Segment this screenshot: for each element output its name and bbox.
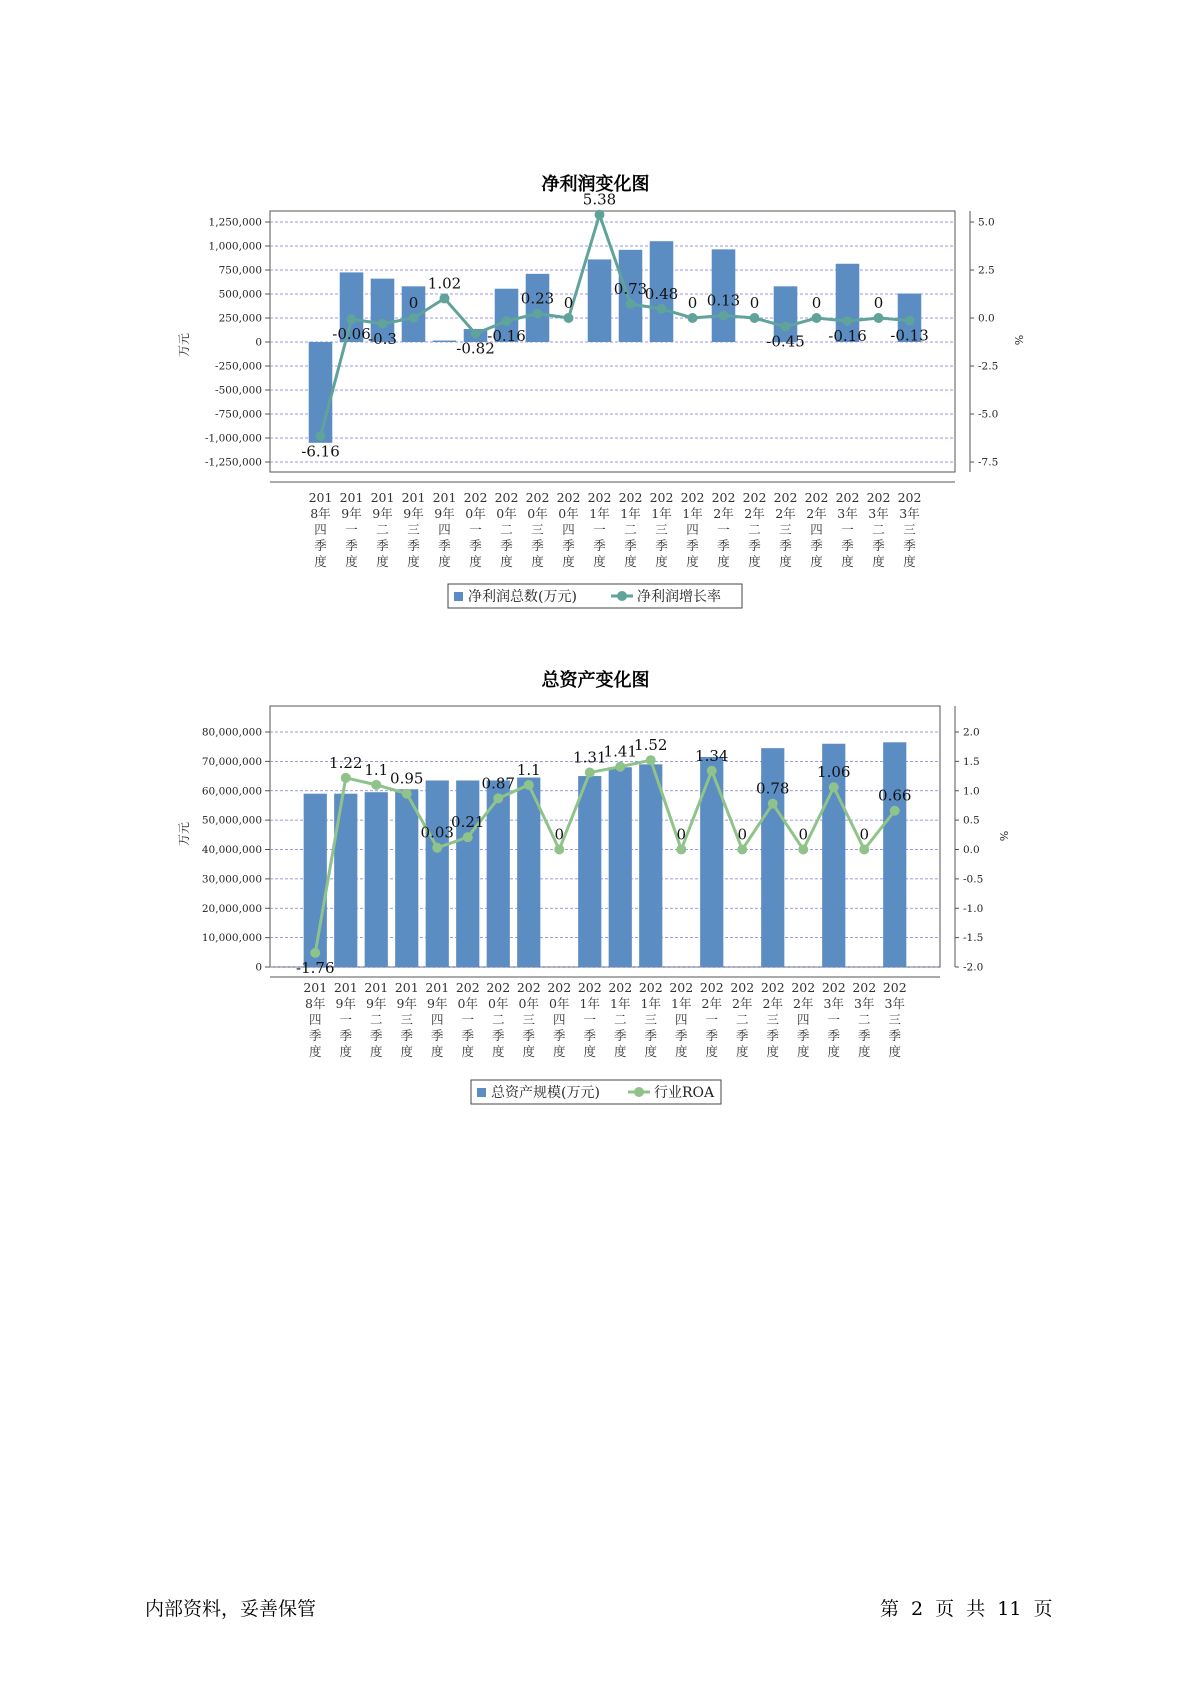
data-label: 0.13 [706, 291, 741, 310]
y-left-tick-label: 250,000 [218, 312, 262, 325]
series-point [502, 316, 512, 326]
y-right-tick-label: -1.0 [963, 902, 984, 915]
chart1-title: 净利润变化图 [541, 174, 650, 195]
x-tick-label: 202 3年一季度 [835, 490, 860, 569]
footer-page-number: 第 2 页 共 11 页 [880, 1598, 1053, 1620]
data-label: -6.16 [301, 442, 340, 461]
data-label: 1.22 [329, 753, 363, 772]
series-point [737, 845, 747, 855]
y-left-tick-label: 50,000,000 [201, 814, 262, 827]
data-label: 0.95 [390, 769, 424, 788]
data-label: 0 [554, 825, 565, 844]
bar [426, 780, 449, 967]
y-right-tick-label: 1.0 [963, 785, 980, 798]
series-point [347, 314, 357, 324]
data-label: 0 [676, 825, 687, 844]
x-tick-label: 202 1年一季度 [577, 980, 602, 1059]
x-tick-label: 201 9年二季度 [370, 490, 395, 569]
x-tick-label: 202 2年二季度 [730, 980, 755, 1059]
bar [639, 764, 662, 967]
data-label: -0.06 [332, 325, 371, 344]
y-right-tick-label: -2.5 [978, 360, 999, 373]
data-label: 0 [408, 294, 419, 312]
y-right-tick-label: -1.5 [963, 932, 984, 945]
bar [517, 778, 540, 967]
data-label: 0.87 [481, 774, 515, 793]
y-right-tick-label: 0.0 [978, 312, 995, 325]
legend-label: 净利润增长率 [637, 589, 721, 605]
legend-label: 总资产规模(万元) [491, 1085, 600, 1101]
x-tick-label: 201 8年四季度 [303, 980, 328, 1059]
x-tick-label: 201 9年三季度 [401, 490, 426, 569]
x-tick-label: 202 2年一季度 [699, 980, 724, 1059]
series-point [646, 755, 656, 765]
series-point [719, 311, 729, 321]
y-left-tick-label: 20,000,000 [201, 902, 262, 915]
x-tick-label: 201 9年四季度 [425, 980, 450, 1059]
data-label: 0.03 [420, 823, 454, 842]
series-point [463, 832, 473, 842]
series-point [676, 845, 686, 855]
y-left-tick-label: 40,000,000 [201, 844, 262, 856]
series-point [310, 948, 320, 958]
series-point [471, 329, 481, 339]
y-right-tick-label: 1.5 [963, 755, 980, 768]
data-label: 5.38 [582, 190, 617, 209]
series-point [750, 313, 760, 323]
series-point [564, 313, 574, 323]
data-label: -0.45 [766, 332, 805, 351]
series-point [409, 313, 419, 323]
series-point [798, 845, 808, 855]
series-point [402, 789, 412, 799]
x-tick-label: 202 1年三季度 [649, 490, 674, 569]
x-tick-label: 202 2年三季度 [760, 980, 785, 1059]
data-label: -0.3 [368, 329, 397, 348]
legend-label: 净利润总数(万元) [468, 589, 577, 605]
series-point [554, 845, 564, 855]
data-label: 0 [873, 294, 884, 312]
y-left-tick-label: -750,000 [215, 408, 262, 421]
bar [309, 342, 333, 443]
data-label: 0 [749, 294, 760, 312]
x-tick-label: 202 2年二季度 [742, 490, 767, 569]
y-left-tick-label: -1,250,000 [205, 456, 262, 469]
x-tick-label: 202 3年三季度 [882, 980, 907, 1059]
bar [609, 767, 632, 967]
footer-confidential: 内部资料，妥善保管 [145, 1598, 317, 1620]
bar [304, 794, 327, 967]
data-label: 1.06 [817, 763, 851, 782]
data-label: 0 [687, 294, 698, 312]
x-tick-label: 202 2年四季度 [791, 980, 816, 1059]
x-tick-label: 202 1年三季度 [638, 980, 663, 1059]
data-label: 0 [563, 294, 574, 312]
y-right-axis-label: % [1012, 334, 1025, 346]
x-tick-label: 202 1年二季度 [618, 490, 643, 569]
x-tick-label: 202 1年四季度 [680, 490, 705, 569]
x-tick-label: 202 1年一季度 [587, 490, 612, 569]
bar [433, 341, 457, 342]
chart2-title: 总资产变化图 [541, 670, 650, 691]
x-tick-label: 202 3年三季度 [897, 490, 922, 569]
series-point [440, 293, 450, 303]
data-label: 0 [737, 825, 748, 844]
x-tick-label: 202 0年三季度 [516, 980, 541, 1059]
x-tick-label: 202 0年四季度 [547, 980, 572, 1059]
bar [395, 789, 418, 967]
series-point [341, 773, 351, 783]
data-label: 0.48 [644, 284, 679, 303]
series-point [874, 313, 884, 323]
y-right-tick-label: -0.5 [963, 873, 984, 886]
legend-line-marker [634, 1087, 644, 1097]
data-label: 0 [798, 825, 809, 844]
y-left-tick-label: 1,250,000 [208, 216, 262, 229]
bar [588, 259, 612, 342]
y-right-tick-label: -5.0 [978, 408, 999, 421]
data-label: 1.1 [364, 760, 389, 779]
y-right-tick-label: 2.0 [963, 726, 980, 739]
y-right-tick-label: 0.0 [963, 844, 980, 856]
y-left-tick-label: -500,000 [215, 384, 262, 397]
y-left-tick-label: 60,000,000 [201, 785, 262, 798]
data-label: 1.02 [427, 274, 462, 293]
data-label: 1.31 [573, 748, 607, 767]
x-tick-label: 201 9年一季度 [339, 490, 364, 569]
data-label: -1.76 [296, 958, 335, 977]
series-point [595, 210, 605, 220]
y-right-tick-label: 0.5 [963, 814, 980, 827]
series-point [657, 304, 667, 314]
x-tick-label: 202 2年四季度 [804, 490, 829, 569]
series-point [781, 322, 791, 332]
legend-label: 行业ROA [654, 1085, 715, 1101]
series-point [316, 431, 326, 441]
data-label: 0 [811, 294, 822, 312]
x-tick-label: 202 1年二季度 [608, 980, 633, 1059]
series-point [707, 766, 717, 776]
bar [883, 742, 906, 967]
x-tick-label: 202 0年三季度 [525, 490, 550, 569]
y-right-tick-label: 5.0 [978, 216, 995, 229]
x-tick-label: 201 9年一季度 [333, 980, 358, 1059]
bar [365, 792, 388, 967]
series-point [890, 806, 900, 816]
data-label: 0.21 [451, 813, 485, 832]
y-left-tick-label: 70,000,000 [201, 755, 262, 768]
x-tick-label: 202 2年一季度 [711, 490, 736, 569]
x-tick-label: 202 0年二季度 [486, 980, 511, 1059]
total-assets-chart [0, 690, 1191, 1120]
series-point [626, 299, 636, 309]
series-point [688, 313, 698, 323]
data-label: 1.34 [695, 746, 729, 765]
data-label: 1.52 [634, 736, 668, 755]
legend-bar-swatch [477, 1088, 486, 1097]
y-right-tick-label: -2.0 [963, 961, 984, 974]
y-left-tick-label: -250,000 [215, 360, 262, 373]
series-point [585, 768, 595, 778]
y-left-axis-label: 万元 [177, 821, 191, 847]
data-label: 0.78 [756, 779, 790, 798]
x-tick-label: 201 9年三季度 [394, 980, 419, 1059]
series-point [843, 316, 853, 326]
series-point [829, 782, 839, 792]
bar [526, 274, 550, 342]
x-tick-label: 202 0年四季度 [556, 490, 581, 569]
legend-bar-swatch [454, 592, 463, 601]
series-point [533, 309, 543, 319]
series-point [615, 762, 625, 772]
bar [456, 780, 479, 967]
y-left-tick-label: 30,000,000 [201, 873, 262, 886]
x-tick-label: 202 3年二季度 [852, 980, 877, 1059]
data-label: 0.66 [878, 786, 912, 805]
y-left-tick-label: 0 [255, 336, 262, 349]
series-point [524, 780, 534, 790]
x-tick-label: 201 9年二季度 [364, 980, 389, 1059]
x-tick-label: 202 2年三季度 [773, 490, 798, 569]
y-right-tick-label: -7.5 [978, 456, 999, 469]
series-point [768, 799, 778, 809]
x-tick-label: 202 0年一季度 [455, 980, 480, 1059]
y-left-tick-label: 500,000 [218, 288, 262, 301]
bar [578, 776, 601, 967]
data-label: 1.41 [603, 742, 637, 761]
y-left-tick-label: 0 [255, 961, 262, 974]
x-tick-label: 202 0年一季度 [463, 490, 488, 569]
data-label: 0 [859, 825, 870, 844]
y-left-axis-label: 万元 [177, 332, 191, 358]
data-label: -0.16 [828, 327, 867, 346]
y-left-tick-label: 10,000,000 [201, 932, 262, 945]
y-left-tick-label: -1,000,000 [205, 432, 262, 445]
x-tick-label: 202 3年二季度 [866, 490, 891, 569]
net-profit-chart [0, 190, 1191, 620]
x-tick-label: 202 1年四季度 [669, 980, 694, 1059]
x-tick-label: 202 3年一季度 [821, 980, 846, 1059]
data-label: -0.16 [487, 327, 526, 346]
y-right-axis-label: % [997, 830, 1010, 842]
x-tick-label: 201 9年四季度 [432, 490, 457, 569]
data-label: 0.23 [520, 289, 555, 308]
y-left-tick-label: 750,000 [218, 264, 262, 277]
series-point [812, 313, 822, 323]
y-left-tick-label: 1,000,000 [208, 240, 262, 253]
data-label: -0.13 [890, 326, 929, 345]
series-point [432, 843, 442, 853]
y-right-tick-label: 2.5 [978, 264, 995, 277]
x-tick-label: 201 8年四季度 [308, 490, 333, 569]
series-point [371, 780, 381, 790]
data-label: -0.82 [456, 339, 495, 358]
x-tick-label: 202 0年二季度 [494, 490, 519, 569]
y-left-tick-label: 80,000,000 [201, 726, 262, 739]
legend-line-marker [617, 591, 627, 601]
series-point [905, 315, 915, 325]
series-point [859, 845, 869, 855]
data-label: 0.73 [613, 279, 648, 298]
data-label: 1.1 [516, 760, 541, 779]
series-point [378, 319, 388, 329]
series-point [493, 793, 503, 803]
